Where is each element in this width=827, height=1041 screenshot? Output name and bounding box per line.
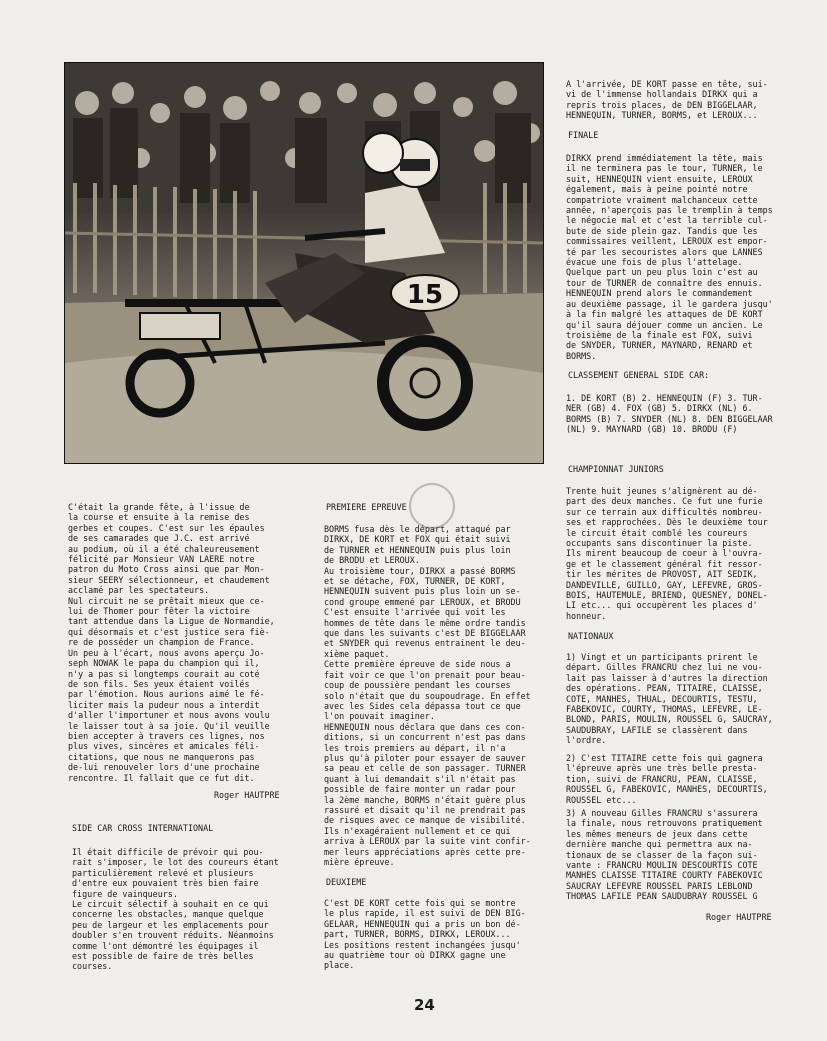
ranking-list: 1. DE KORT (B) 2. HENNEQUIN (F) 3. TUR- NER (GB) 4. FOX (GB) 5. DIRKX (NL) 6. BORMS (B) 7. SNYDER (NL) 8. DEN BIGGELAAR (NL) 9. MAYNARD (GB) 10. BRODU (F) [566, 393, 773, 435]
section-heading: SIDE CAR CROSS INTERNATIONAL [72, 823, 214, 833]
section-paragraph: 2) C'est TITAIRE cette fois qui gagnera l'épreuve après une très belle presta- tion, suivi de FRANCRU, PEAN, CLAISSE, ROUSSEL G, FABEKOVIC, MANHES, DECOURTIS, ROUSSEL etc... [566, 753, 768, 805]
bike-number: 15 [406, 280, 444, 310]
intro-paragraph: C'était la grande fête, à l'issue de la course et ensuite à la remise des gerbes et coupes. C'est sur les épaules de ses camarades que J.C. est arrivé au podium, où il a été chaleureusement félicité par Monsieur VAN LAERE notre patron du Moto Cross ainsi que par Mon- sieur SEERY sélectionneur, et chaudement acclamé par les spectateurs. Nul circuit ne se prêtait mieux que ce- lui de Thomer pour fêter la victoire tant attendue dans la Ligue de Normandie, qui désormais et c'est justice sera fiè- re de posséder un champion de France. Un peu à l'écart, nous avons aperçu Jo- seph NOWAK le papa du champion qui il, n'y a pas si longtemps courait au coté de son fils. Ses yeux étaient voilés par l'émotion. Nous aurions aimé le fé- liciter mais la pudeur nous a interdit d'aller l'importuner et nous avons voulu le laisser tout à sa joie. Qu'il veuille bien accepter à travers ces lignes, nos plus vives, sincères et amicales féli- citations, que nous ne manquerons pas de-lui renouveler lors d'une prochaine rencontre. Il fallait que ce fut dit. [68, 502, 275, 783]
section-paragraph: Il était difficile de prévoir qui pou- rait s'imposer, le lot des coureurs étant particulièrement relevé et plusieurs d'entre eux pouvaient très bien faire figure de vainqueurs. Le circuit sélectif à souhait en ce qui concerne les obstacles, manque quelque peu de largeur et les emplacements pour doubler s'en trouvent réduits. Néanmoins comme l'ont démontré les équipages il est possible de faire de très belles courses. [72, 847, 279, 972]
section-paragraph: 3) A nouveau Gilles FRANCRU s'assurera la finale, nous retrouvons pratiquement les mêmes meneurs de jeux dans cette dernière manche qui permettra aux na- tionaux de se classer de la façon sui- vante : FRANCRU MOULIN DESCOURTIS COTE MANHES CLAISSE TITAIRE COURTY FABEKOVIC SAUCRAY LEFEVRE ROUSSEL PARIS LEBLOND THOMAS LAFILE PEAN SAUDUBRAY ROUSSEL G [566, 808, 763, 902]
section-heading: FINALE [568, 130, 599, 140]
section-paragraph: Trente huit jeunes s'alignèrent au dé- part des deux manches. Ce fut une furie sur ce terrain aux difficultés nombreu- ses et rapprochées. Dès le deuxième tour le circuit était comblé les coureurs occupants sans discontinuer la piste. Ils mirent beaucoup de coeur à l'ouvra- ge et le classement général fit ressor- tir les mérites de PROVOST, AIT SEDIK, DANDEVILLE, GUILLO, GAY, LEFEVRE, GROS- BOIS, HAUTEMULE, BRIEND, QUESNEY, DONEL- LI etc... qui occupèrent les places d' honneur. [566, 486, 768, 621]
sidecar-photo [64, 62, 544, 464]
section-heading: CLASSEMENT GENERAL SIDE CAR: [568, 370, 710, 380]
section-paragraph: DIRKX prend immédiatement la tête, mais il ne terminera pas le tour, TURNER, le suit, HENNEQUIN vient ensuite, LEROUX également, mais à peine pointé notre compatriote vraiment malchanceux cette année, n'aperçois pas le tremplin à temps le négocie mal et c'est la terrible cul- bute de side plein gaz. Tandis que les commissaires veillent, LEROUX est empor- té par les secouristes alors que LANNES évacue une fois de plus l'attelage. Quelque part un peu plus loin c'est au tour de TURNER de connaître des ennuis. HENNEQUIN prend alors le commandement au deuxième passage, il le gardera jusqu' à la fin malgré les attaques de DE KORT qu'il saura déjouer comme un ancien. Le troisième de la finale est FOX, suivi de SNYDER, TURNER, MAYNARD, RENARD et BORMS. [566, 153, 773, 361]
section-paragraph: 1) Vingt et un participants prirent le départ. Gilles FRANCRU chez lui ne vou- lait pas laisser à d'autres la direction des opérations. PEAN, TITAIRE, CLAISSE, COTE, MANHES, THUAL, DECOURTIS, TESTU, FABEKOVIC, COURTY, THOMAS, LEFEVRE, LE- BLOND, PARIS, MOULIN, ROUSSEL G, SAUCRAY, SAUDUBRAY, LAFILE se classèrent dans l'ordre. [566, 652, 773, 746]
sidecar-photo-illustration [65, 63, 543, 463]
section-heading: DEUXIEME [326, 877, 367, 887]
section-heading: NATIONAUX [568, 631, 614, 641]
section-paragraph: A l'arrivée, DE KORT passe en tête, sui- vi de l'immense hollandais DIRKX qui a repris trois places, de DEN BIGGELAAR, HENNEQUIN, TURNER, BORMS, et LEROUX... [566, 79, 768, 121]
page-number: 24 [414, 996, 435, 1014]
signature: Roger HAUTPRE [706, 912, 772, 922]
section-heading: PREMIERE EPREUVE [326, 502, 407, 512]
watermark-logo [386, 482, 478, 530]
section-paragraph: C'est DE KORT cette fois qui se montre le plus rapide, il est suivi de DEN BIG- GELAAR, HENNEQUIN qui a pris un bon dé- part, TURNER, BORMS, DIRKX, LEROUX... Les positions restent inchangées jusqu' au quatrième tour où DIRKX gagne une place. [324, 898, 526, 971]
section-paragraph: BORMS fusa dès le départ, attaqué par DIRKX, DE KORT et FOX qui était suivi de TURNER et HENNEQUIN puis plus loin de BRODU et LEROUX. Au troisième tour, DIRKX a passé BORMS et se détache, FOX, TURNER, DE KORT, HENNEQUIN suivent puis plus loin un se- cond groupe emmené par LEROUX, et BRODU C'est ensuite l'arrivée qui voit les hommes de tête dans le même ordre tandis que dans les suivants c'est DE BIGGELAAR et SNYDER qui revenus entrainent le deu- xième paquet. Cette première épreuve de side nous a fait voir ce que l'on prenait pour beau- coup de poussière pendant les courses solo n'était que du soupoudrage. En effet avec les Sides cela dépassa tout ce que l'on pouvait imaginer. HENNEQUIN nous déclara que dans ces con- ditions, si un concurrent n'est pas dans les trois premiers au départ, il n'a plus qu'à piloter pour essayer de sauver sa peau et celle de son passager. TURNER quant à lui demandait s'il n'était pas possible de faire monter un radar pour la 2ème manche, BORMS n'était guère plus rassuré et disait qu'il ne prendrait pas de risques avec ce manque de visibilité. Ils n'exagéraient nullement et ce qui arriva à LEROUX par la suite vint confir- mer leurs appréciations après cette pre- mière épreuve. [324, 524, 531, 867]
section-heading: CHAMPIONNAT JUNIORS [568, 464, 664, 474]
signature: Roger HAUTPRE [214, 790, 280, 800]
